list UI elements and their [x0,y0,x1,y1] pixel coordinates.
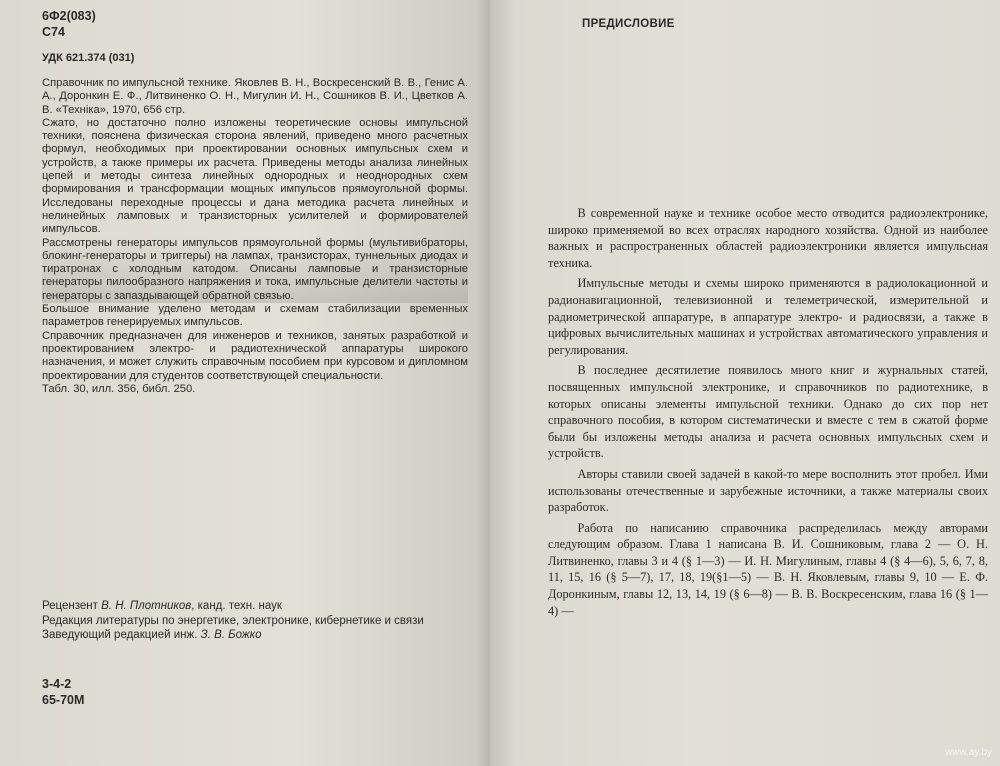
preface-paragraph: В современной науке и технике особое место отводится радиоэлектронике, широко применяемой во всех отраслях народного хозяйства. Одной из наиболее важных и распространенных областей радиоэлектроники является импульсная техника. [548,206,988,270]
editorial-line: Редакция литературы по энергетике, электронике, кибернетике и связи [42,614,424,627]
author-mark: С74 [42,25,65,39]
page-title: ПРЕДИСЛОВИЕ [582,18,675,30]
reviewer-line [42,599,482,614]
head-editor-name: З. В. Божко [200,629,262,642]
annotation-paragraph: Сжато, но достаточно полно изложены теоретические основы импульсной техники, пояснена физическая сторона явлений, приведено много расчетных формул, необходимых при проектировании основных импульсных схем и устройств, а также примеры их расчета. Приведены методы анализа линейных цепей и методы синтеза линейных однородных и неоднородных схем формирования и трансформации мощных импульсов прямоугольной формы. Исследованы переходные процессы и дана методика расчета линейных и нелинейных ламповых и транзисторных усилителей и формирователей импульсов. [42,116,468,236]
udk-code: УДК 621.374 (031) [42,52,135,64]
preface-paragraph: Импульсные методы и схемы широко применяются в радиолокационной и радионавигационной, телевизионной и телеметрической, измерительной и радиометрической аппаратуре, в аппаратуре электро- и радиосвязи, а также в цифровых вычислительных машинах и устройствах автоматического управления и регулирования. [548,276,988,357]
annotation-paragraph: Рассмотрены генераторы импульсов прямоугольной формы (мультивибраторы, блокинг-генераторы и триггеры) на лампах, транзисторах, туннельных диодах и тиратронах с холодным катодом. Описаны ламповые и транзисторные генераторы пилообразного напряжения и тока, импульсные делители частоты и генераторы с запаздывающей обратной связью. [42,236,468,302]
preface-body [548,205,988,623]
head-editor-label: Заведующий редакцией инж. [42,629,198,642]
preface-paragraph: Авторы ставили своей задачей в какой-то мере восполнить этот пробел. Ими использованы отечественные и зарубежные источники, а также материалы своих разработок. [548,466,988,515]
reviewer-label: Рецензент [42,600,98,612]
print-code-line1: 3-4-2 [42,677,72,691]
annotation-paragraph: Большое внимание уделено методам и схемам стабилизации временных параметров генерируемых импульсов. [42,303,468,329]
annotation-stats: Табл. 30, илл. 356, библ. 250. [42,382,196,395]
preface-paragraph: В последнее десятилетие появилось много книг и журнальных статей, посвященных импульсной электронике, и справочников по радиотехнике, в которых описаны элементы импульсной техники. Однако до сих пор нет справочного пособия, в котором систематически и вместе с тем в сжатой форме были бы изложены методы анализа и расчета основных импульсных схем и устройств. [548,363,988,461]
credits [42,599,482,643]
annotation-paragraph: Справочник предназначен для инженеров и техников, занятых разработкой и проектированием электро- и радиотехнической аппаратуры широкого назначения, и может служить справочным пособием при курсовом и дипломном проектировании для студентов соответствующей специальности. [42,329,468,382]
print-code [42,676,84,708]
reviewer-title: , канд. техн. наук [191,600,282,612]
right-page [490,0,1000,766]
classification-code: 6Ф2(083) [42,9,96,23]
annotation-title-line: Справочник по импульсной технике. Яковлев В. Н., Воскресенский В. В., Генис А. А., Доронкин Е. Ф., Литвиненко О. Н., Мигулин И. Н., Сошников В. И., Цветков А. В. «Техніка», 1970, 656 стр. [42,77,468,116]
left-page [0,0,490,766]
annotation [42,77,468,396]
print-code-line2: 65-70М [42,693,85,707]
preface-paragraph: Работа по написанию справочника распределилась между авторами следующим образом. Глава 1 написана В. И. Сошниковым, глава 2 — О. Н. Литвиненко, главы 3 и 4 (§ 1—3) — И. Н. Мигулиным, главы 4 (§ 4—6), 5, 6, 7, 8, 11, 15, 16 (§ 5—7), 17, 18, 19(§1—5) — В. Н. Яковлевым, главы 9, 10 — Е. Ф. Доронкиным, главы 12, 13, 14, 19 (§ 6—8) — В. В. Воскресенским, глава 16 (§ 1—4) — [548,520,988,618]
reviewer-name: В. Н. Плотников [101,600,192,612]
head-editor-line [42,628,482,643]
watermark: www.ay.by [944,747,992,758]
